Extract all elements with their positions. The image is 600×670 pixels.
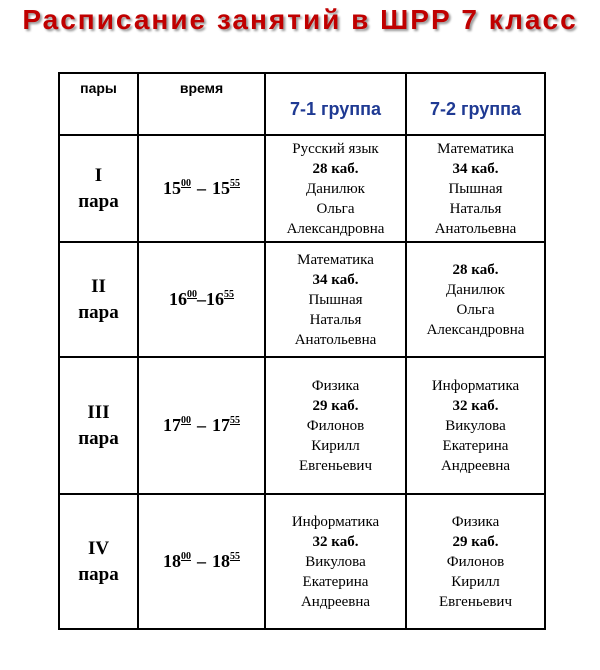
pair-number: I (94, 164, 103, 186)
schedule-table (58, 72, 546, 630)
pair-number: IV (87, 537, 110, 559)
subject: Физика (451, 513, 500, 530)
pair-word: пара (78, 301, 119, 323)
teacher-name: Наталья (449, 200, 502, 217)
room: 28 каб. (312, 160, 359, 177)
time-end-minutes: 55 (230, 178, 240, 189)
pair-number: II (91, 275, 106, 297)
table-row (59, 242, 545, 357)
room: 34 каб. (452, 160, 499, 177)
teacher-surname: Данилюк (306, 180, 365, 197)
teacher-patronymic: Александровна (426, 321, 525, 338)
group1-lesson (265, 135, 406, 242)
table-row (59, 135, 545, 242)
table-row (59, 357, 545, 494)
table-row (59, 494, 545, 629)
subject: Физика (311, 377, 360, 394)
time-start-minutes: 00 (187, 289, 197, 300)
page-title: Расписание занятий в ШРР 7 класс (22, 4, 578, 35)
teacher-name: Кирилл (311, 437, 360, 454)
header-group-1: 7-1 группа (265, 73, 406, 135)
pair-cell (59, 357, 138, 494)
header-time: время (138, 73, 265, 135)
time-start-minutes: 00 (181, 551, 191, 562)
time-dash: – (197, 178, 206, 198)
room: 28 каб. (452, 261, 499, 278)
subject: Математика (297, 251, 374, 268)
teacher-surname: Викулова (305, 553, 366, 570)
teacher-name: Наталья (309, 311, 362, 328)
pair-word: пара (78, 427, 119, 449)
pair-cell (59, 242, 138, 357)
pair-number: III (87, 401, 110, 423)
group2-lesson (406, 135, 545, 242)
time-start-minutes: 00 (181, 415, 191, 426)
time-end-hour: 15 (212, 178, 230, 198)
teacher-patronymic: Евгеньевич (298, 457, 373, 474)
teacher-surname: Пышная (308, 291, 363, 308)
time-start-hour: 15 (163, 178, 181, 198)
time-end-hour: 16 (206, 289, 224, 309)
group2-lesson (406, 494, 545, 629)
teacher-surname: Викулова (445, 417, 506, 434)
pair-word: пара (78, 563, 119, 585)
room: 29 каб. (452, 533, 499, 550)
time-end-minutes: 55 (230, 415, 240, 426)
pair-cell (59, 135, 138, 242)
teacher-name: Екатерина (302, 573, 369, 590)
room: 34 каб. (312, 271, 359, 288)
time-dash: – (197, 289, 206, 309)
teacher-surname: Филонов (446, 553, 505, 570)
teacher-surname: Филонов (306, 417, 365, 434)
teacher-surname: Пышная (448, 180, 503, 197)
subject: Информатика (291, 513, 380, 530)
teacher-patronymic: Андреевна (300, 593, 371, 610)
teacher-patronymic: Александровна (286, 220, 385, 237)
pair-word: пара (78, 190, 119, 212)
subject: Математика (437, 140, 514, 157)
time-cell (138, 135, 265, 242)
room: 32 каб. (452, 397, 499, 414)
time-dash: – (197, 551, 206, 571)
subject: Информатика (431, 377, 520, 394)
pair-cell (59, 494, 138, 629)
teacher-patronymic: Евгеньевич (438, 593, 513, 610)
time-dash: – (197, 415, 206, 435)
teacher-patronymic: Анатольевна (294, 331, 377, 348)
subject: Русский язык (292, 140, 379, 157)
header-group-2: 7-2 группа (406, 73, 545, 135)
group1-lesson (265, 357, 406, 494)
time-end-hour: 18 (212, 551, 230, 571)
time-end-minutes: 55 (230, 551, 240, 562)
group2-lesson (406, 357, 545, 494)
teacher-name: Ольга (456, 301, 495, 318)
group2-lesson (406, 242, 545, 357)
header-pairs: пары (59, 73, 138, 135)
group1-lesson (265, 494, 406, 629)
time-cell (138, 242, 265, 357)
time-start-hour: 18 (163, 551, 181, 571)
group1-lesson (265, 242, 406, 357)
teacher-name: Екатерина (442, 437, 509, 454)
time-cell (138, 494, 265, 629)
table-header-row (59, 73, 545, 135)
teacher-patronymic: Анатольевна (434, 220, 517, 237)
time-start-minutes: 00 (181, 178, 191, 189)
time-cell (138, 357, 265, 494)
room: 29 каб. (312, 397, 359, 414)
teacher-name: Кирилл (451, 573, 500, 590)
time-start-hour: 16 (169, 289, 187, 309)
teacher-patronymic: Андреевна (440, 457, 511, 474)
teacher-surname: Данилюк (446, 281, 505, 298)
time-end-hour: 17 (212, 415, 230, 435)
teacher-name: Ольга (316, 200, 355, 217)
room: 32 каб. (312, 533, 359, 550)
time-start-hour: 17 (163, 415, 181, 435)
time-end-minutes: 55 (224, 289, 234, 300)
